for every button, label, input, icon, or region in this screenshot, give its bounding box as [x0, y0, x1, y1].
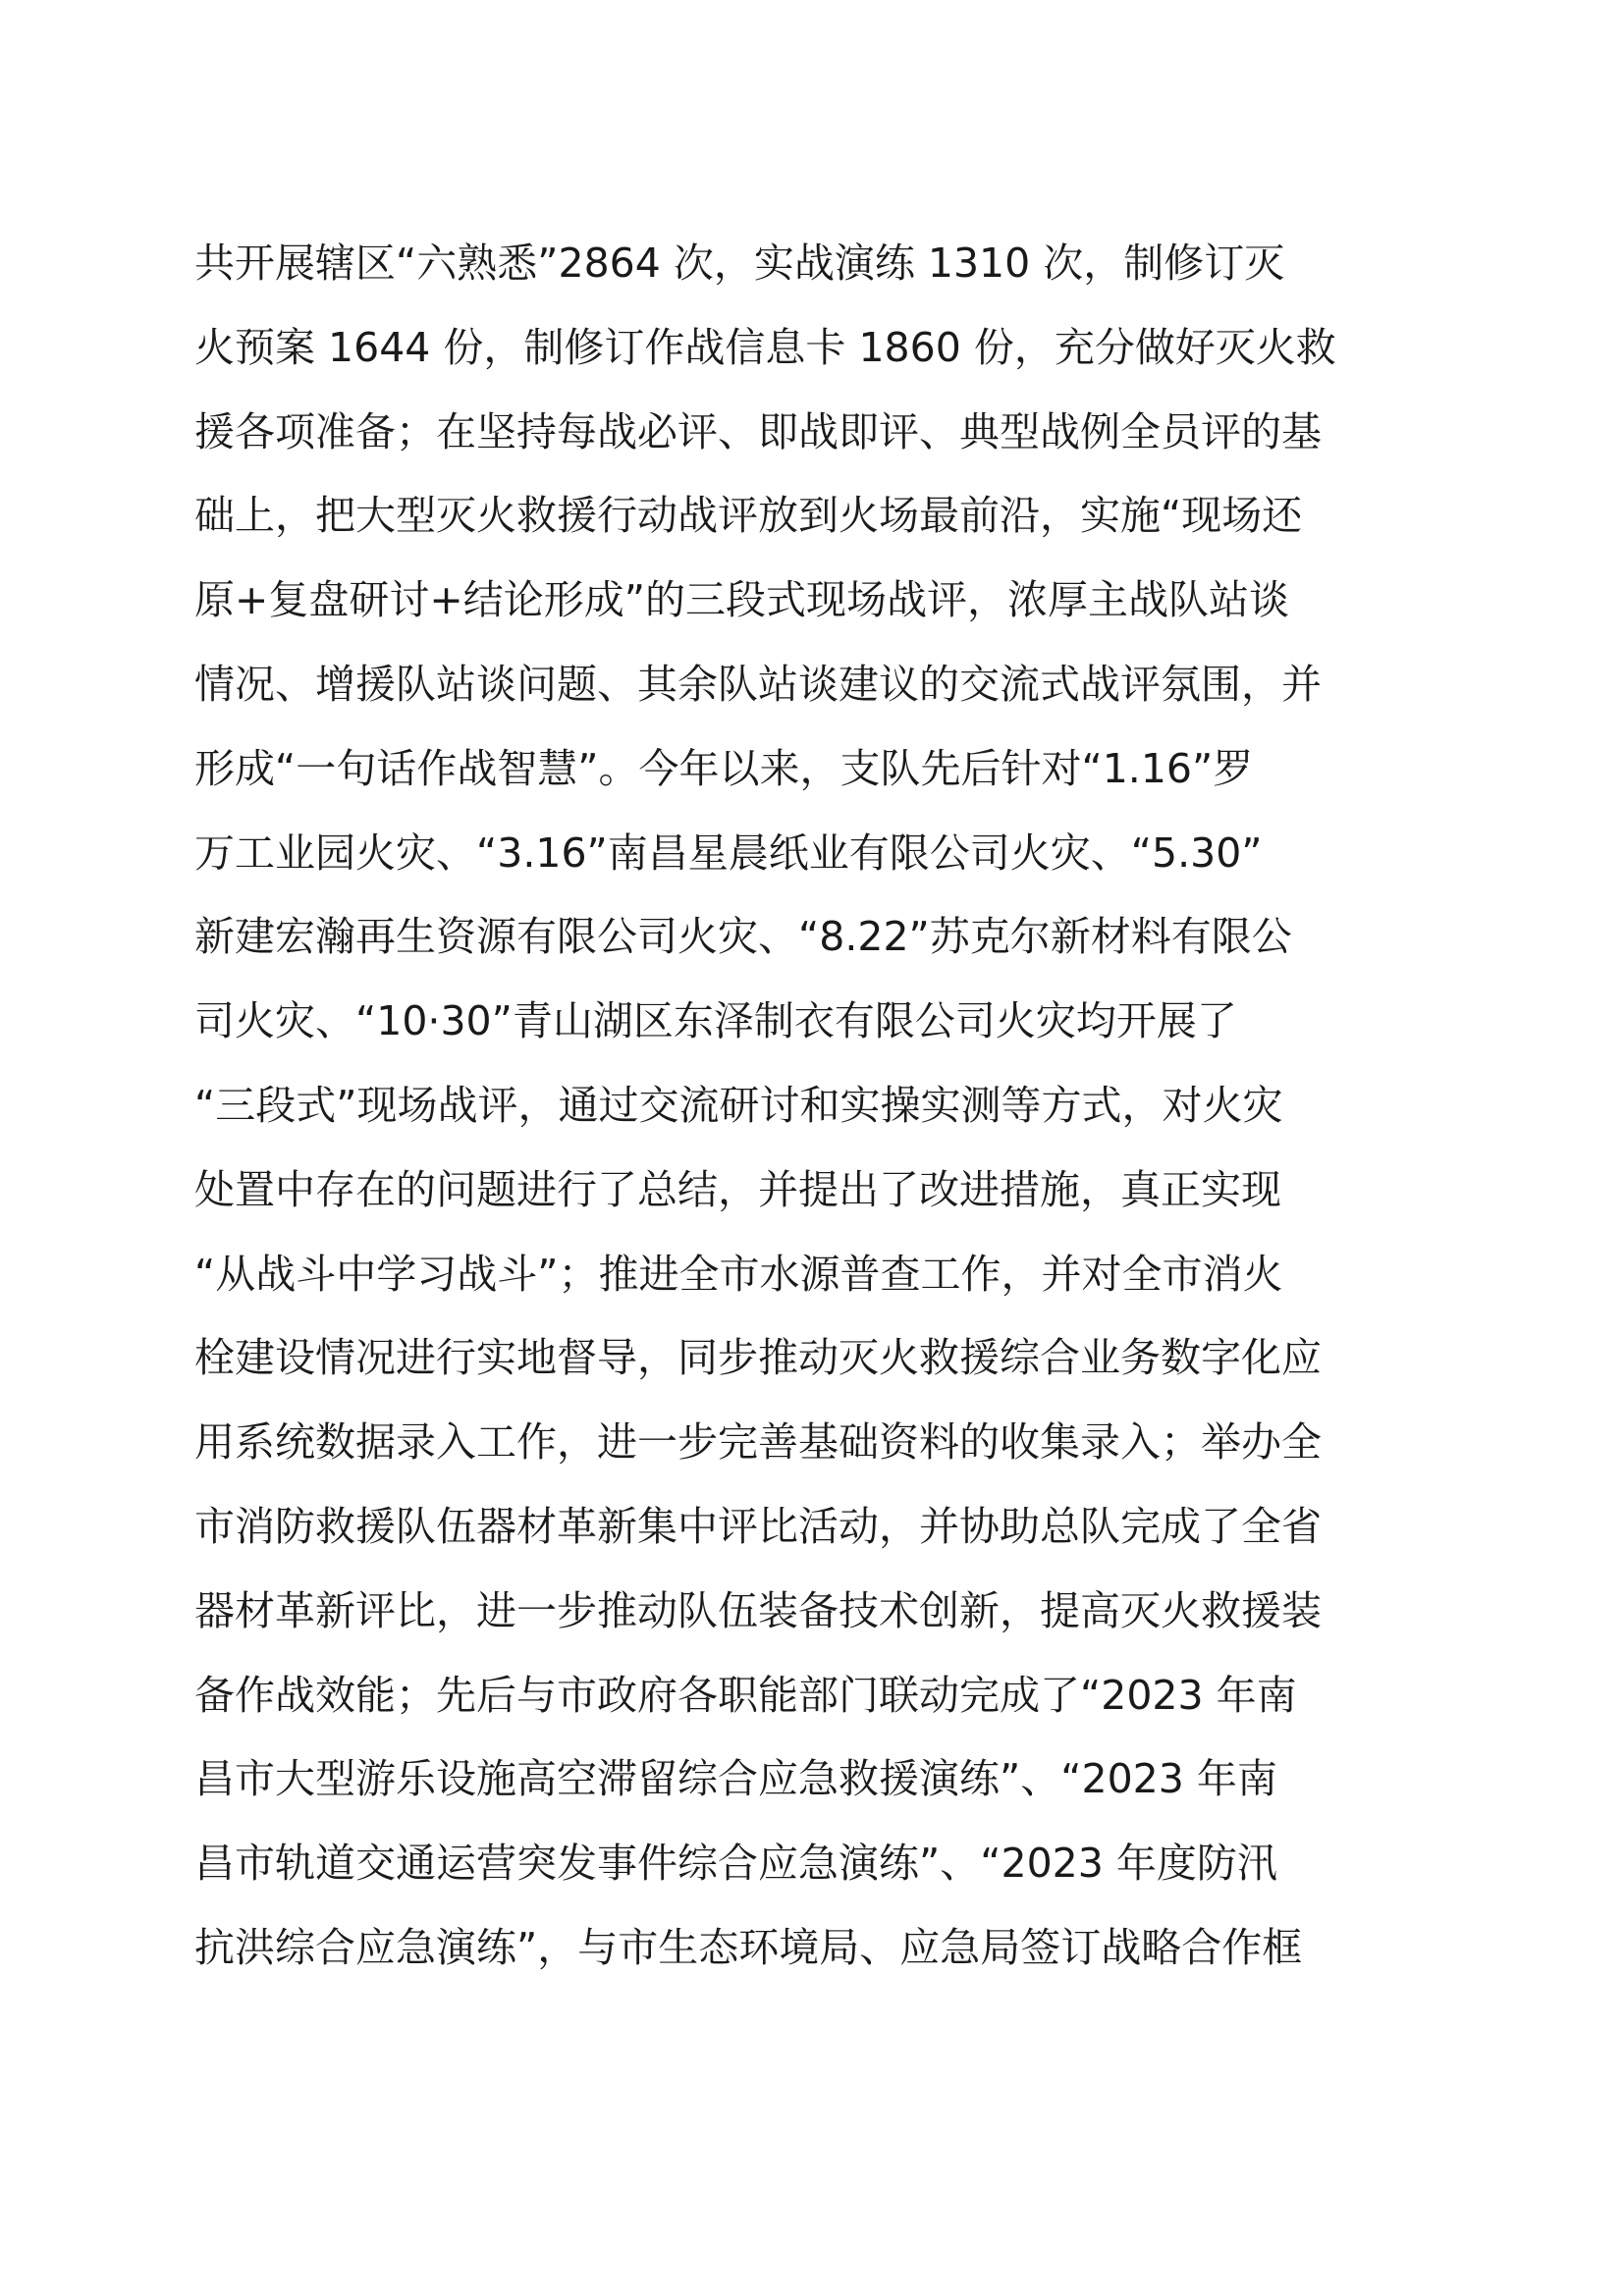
- text-line: 共开展辖区“六熟悉”2864 次，实战演练 1310 次，制修订灭: [194, 240, 1285, 287]
- text-line: 市消防救援队伍器材革新集中评比活动，并协助总队完成了全省: [194, 1502, 1322, 1550]
- body-text: [194, 222, 1441, 1991]
- text-line: 原+复盘研讨+结论形成”的三段式现场战评，浓厚主战队站谈: [194, 576, 1289, 624]
- text-line: 昌市大型游乐设施高空滞留综合应急救援演练”、“2023 年南: [194, 1755, 1277, 1803]
- text-line: 司火灾、“10·30”青山湖区东泽制衣有限公司火灾均开展了: [194, 997, 1237, 1045]
- text-line: “三段式”现场战评，通过交流研讨和实操实测等方式，对火灾: [194, 1081, 1283, 1129]
- text-line: 栓建设情况进行实地督导，同步推动灭火救援综合业务数字化应: [194, 1334, 1322, 1382]
- text-line: 用系统数据录入工作，进一步完善基础资料的收集录入；举办全: [194, 1418, 1322, 1467]
- text-line: 器材革新评比，进一步推动队伍装备技术创新，提高灭火救援装: [194, 1586, 1322, 1634]
- text-line: 火预案 1644 份，制修订作战信息卡 1860 份，充分做好灭火救: [194, 323, 1336, 371]
- text-line: 备作战效能；先后与市政府各职能部门联动完成了“2023 年南: [194, 1671, 1297, 1719]
- text-line: 援各项准备；在坚持每战必评、即战即评、典型战例全员评的基: [194, 407, 1322, 455]
- text-line: 处置中存在的问题进行了总结，并提出了改进措施，真正实现: [194, 1165, 1281, 1213]
- text-line: “从战斗中学习战斗”；推进全市水源普查工作，并对全市消火: [194, 1250, 1283, 1298]
- text-line: 础上，把大型灭火救援行动战评放到火场最前沿，实施“现场还: [194, 492, 1303, 540]
- text-line: 情况、增援队站谈问题、其余队站谈建议的交流式战评氛围，并: [194, 660, 1322, 708]
- text-line: 万工业园火灾、“3.16”南昌星晨纸业有限公司火灾、“5.30”: [194, 828, 1263, 877]
- text-line: 新建宏瀚再生资源有限公司火灾、“8.22”苏克尔新材料有限公: [194, 913, 1292, 961]
- text-line: 昌市轨道交通运营突发事件综合应急演练”、“2023 年度防汛: [194, 1840, 1277, 1888]
- text-line: 形成“一句话作战智慧”。今年以来，支队先后针对“1.16”罗: [194, 744, 1254, 792]
- text-line: 抗洪综合应急演练”，与市生态环境局、应急局签订战略合作框: [194, 1923, 1303, 1971]
